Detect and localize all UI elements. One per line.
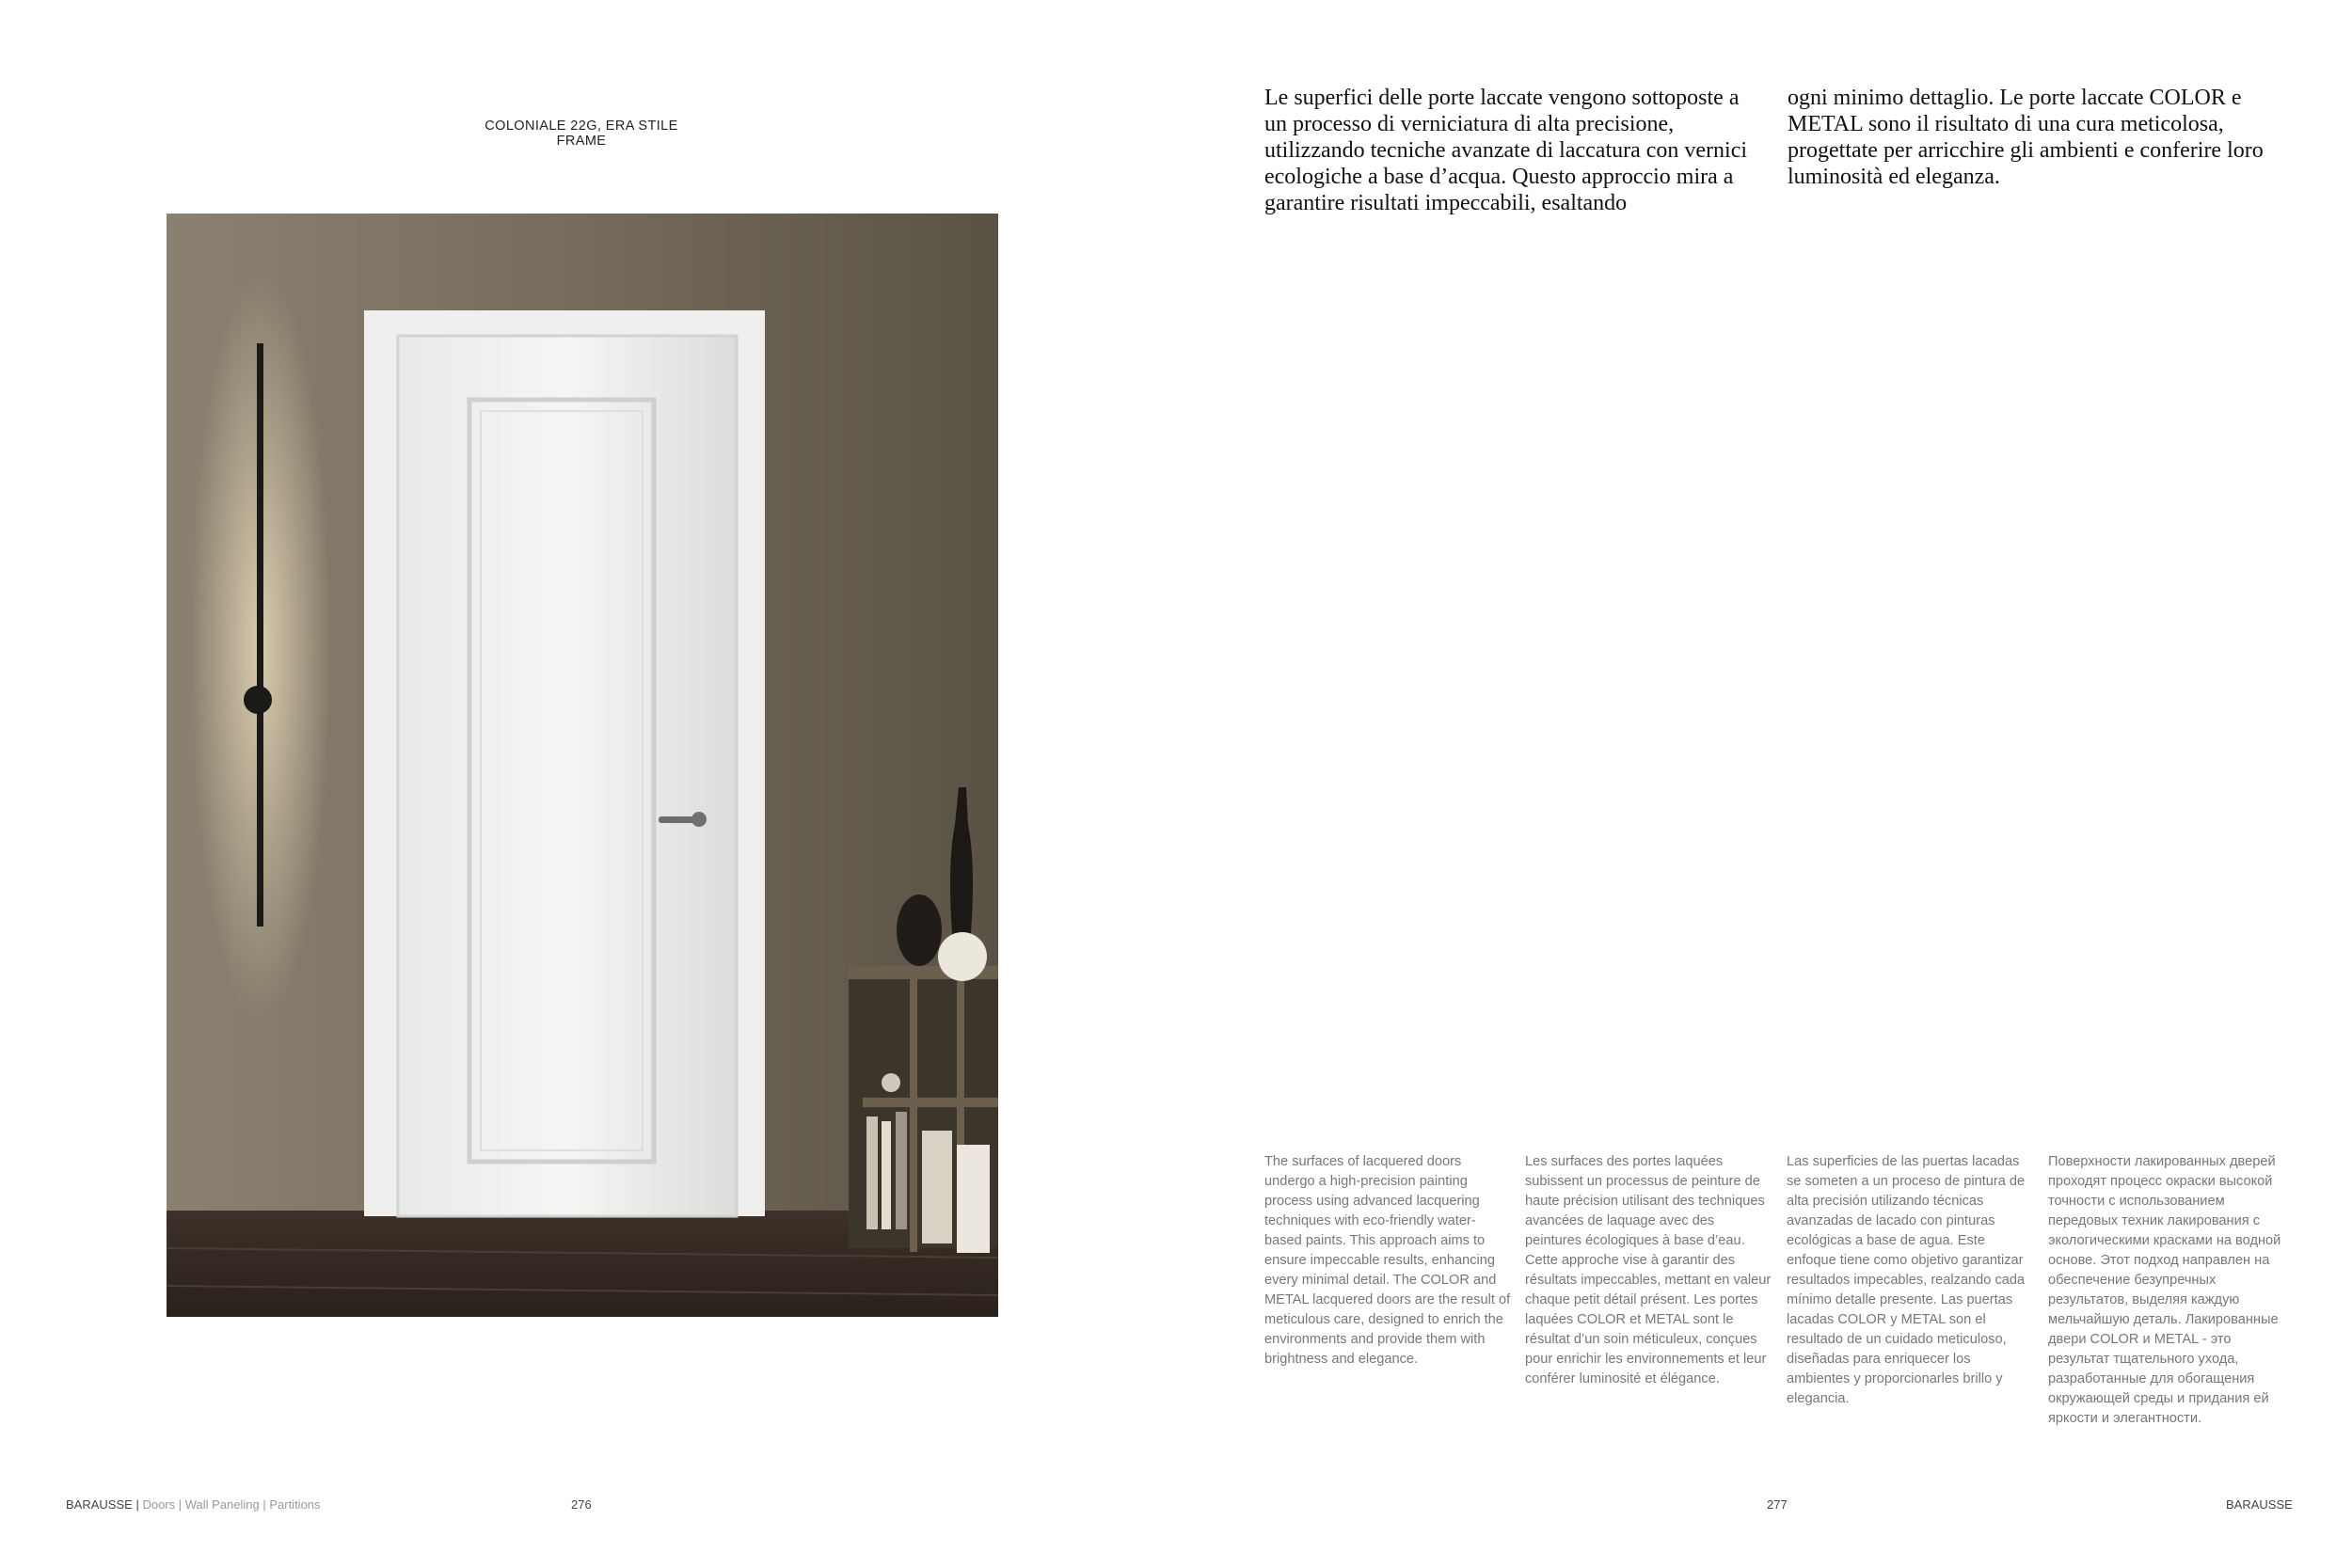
- text-french: Les surfaces des portes laquées subissent un processus de peinture de haute précision utilisant des techniques avancées de laquage avec des peintures écologiques à base d’eau. Cette approche vise à garantir des résultats impeccables, mettant en valeur chaque petit détail présent. Les portes laquées COLOR et METAL sont le résultat d’un soin méticuleux, conçues pour enrichir les environnements et leur conférer luminosité et élégance.: [1525, 1154, 1772, 1386]
- vase-dark: [897, 895, 942, 966]
- page-number-left: 276: [571, 1497, 592, 1512]
- text-english: The surfaces of lacquered doors undergo a high-precision painting process using advanced lacquering techniques with eco-friendly water-based paints. This approach aims to ensure impeccable results, enhancing every minimal detail. The COLOR and METAL lacquered doors are the result of meticulous care, designed to enrich the environments and provide them with brightness and elegance.: [1264, 1154, 1511, 1367]
- page-number-right: 277: [1767, 1497, 1788, 1512]
- intro-column-1: Le superfici delle porte laccate vengono sottoposte a un processo di verniciatura di alta precisione, utilizzando tecniche avanzate di laccatura con vernici ecologiche a base d’acqua. Questo approccio mira a garantire risultati impeccabili, esaltando: [1264, 86, 1748, 215]
- footer-separator: |: [135, 1497, 139, 1512]
- door-photo-illustration: [167, 214, 998, 1317]
- door-handle: [659, 816, 696, 823]
- photo-caption: COLONIALE 22G, ERA STILE FRAME: [485, 119, 678, 149]
- text-russian: Поверхности лакированных дверей проходят процесс окраски высокой точности с использованием передовых техник лакирования с экологическими красками на водной основе. Этот подход направлен на обеспечение безупречных результатов, выделяя каждую мельчайшую деталь. Лакированные двери COLOR и METAL - это результат тщательного ухода, разработанные для обогащения окружающей среды и придания ей яркости и элегантности.: [2048, 1154, 2281, 1426]
- door: [398, 336, 737, 1216]
- vase-round: [938, 932, 987, 981]
- footer-brand-right: BARAUSSE: [2226, 1497, 2293, 1512]
- intro-column-2: ogni minimo dettaglio. Le porte laccate COLOR e METAL sono il risultato di una cura meticolosa, progettate per arricchire gli ambienti e conferire loro luminosità ed eleganza.: [1788, 86, 2264, 189]
- text-spanish: Las superficies de las puertas lacadas se someten a un proceso de pintura de alta precisión utilizando técnicas avanzadas de lacado con pinturas ecológicas a base de agua. Este enfoque tiene como objetivo garantizar resultados impecables, realzando cada mínimo detalle presente. Las puertas lacadas COLOR y METAL son el resultado de un cuidado meticuloso, diseñadas para enriquecer los ambientes y proporcionarles brillo y elegancia.: [1787, 1154, 2026, 1406]
- footer-brand-left: BARAUSSE: [66, 1497, 133, 1512]
- footer-sections: Doors | Wall Paneling | Partitions: [142, 1497, 321, 1512]
- footer-left: [66, 1497, 321, 1512]
- wall-light: [257, 343, 263, 927]
- door-photo: [167, 214, 998, 1317]
